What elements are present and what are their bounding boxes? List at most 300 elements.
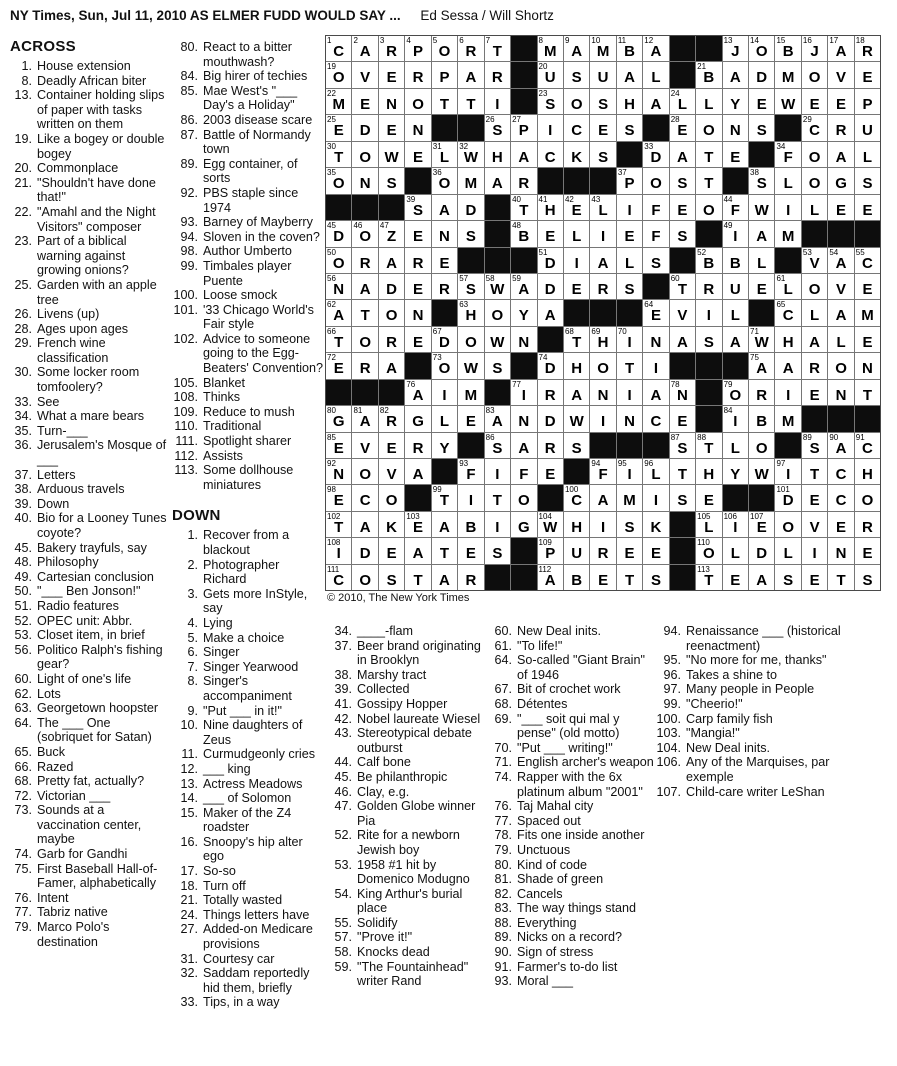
cell-number: 75 [750, 353, 759, 363]
clue-text: Sign of stress [517, 945, 594, 960]
cell-number: 82 [379, 406, 389, 416]
cell-letter: T [466, 95, 476, 113]
cell-letter: R [518, 175, 530, 193]
clue-number: 67. [494, 682, 512, 697]
cell-r13c11 [590, 353, 615, 378]
cell-r8c2 [352, 221, 377, 246]
cell-letter: S [756, 122, 767, 140]
cell-r16c3 [379, 433, 404, 458]
cell-number: 12 [644, 36, 654, 45]
black-cell [696, 353, 721, 378]
clue-text: Assists [203, 448, 243, 463]
clue-number: 31. [180, 951, 198, 966]
cell-r17c9 [538, 459, 563, 484]
cell-letter: V [809, 254, 820, 272]
cell-letter: S [413, 201, 424, 219]
clue-text: Clay, e.g. [357, 784, 410, 799]
cell-r15c4 [405, 406, 430, 431]
cell-letter: F [598, 466, 608, 483]
cell-letter: E [571, 201, 582, 219]
cell-letter: M [623, 492, 636, 510]
cell-letter: I [548, 122, 553, 140]
clue-across-53 [10, 628, 168, 643]
cell-r11c2 [352, 300, 377, 325]
cell-r21c10 [564, 565, 589, 590]
cell-number: 97 [776, 459, 786, 468]
clue-number: 76. [494, 799, 512, 814]
cell-letter: K [650, 518, 662, 536]
cell-letter: E [333, 122, 344, 140]
clue-number: 34. [334, 624, 352, 638]
cell-r4c11 [590, 115, 615, 140]
black-cell [590, 433, 615, 458]
cell-r21c12 [617, 565, 642, 590]
clue-text: "The Fountainhead" writer Rand [357, 959, 469, 989]
across-clues-80-113 [172, 40, 326, 492]
cell-r15c2 [352, 406, 377, 431]
cell-r8c5 [432, 221, 457, 246]
cell-letter: D [439, 333, 450, 351]
clue-number: 9. [187, 703, 198, 718]
cell-number: 79 [723, 379, 733, 389]
cell-r1c18 [775, 36, 800, 61]
cell-r2c10 [564, 62, 589, 87]
black-cell [511, 353, 536, 378]
cell-letter: R [544, 439, 556, 457]
down-header: DOWN [172, 507, 221, 525]
black-cell [511, 62, 536, 87]
cell-number: 67 [432, 326, 442, 336]
cell-number: 85 [327, 432, 336, 442]
black-cell [670, 565, 695, 590]
cell-letter: D [333, 228, 345, 246]
cell-r19c16 [723, 512, 748, 537]
cell-letter: I [495, 95, 500, 113]
cell-r15c6 [458, 406, 483, 431]
clue-number: 18. [180, 878, 198, 893]
clue-text: Sloven in the coven? [203, 229, 320, 244]
cell-letter: D [782, 492, 794, 510]
cell-letter: E [650, 307, 661, 325]
cell-number: 87 [670, 432, 680, 442]
cell-r10c19 [802, 274, 827, 299]
clue-text: Recover from a blackout [203, 528, 290, 557]
cell-letter: N [597, 386, 609, 404]
cell-letter: W [754, 333, 769, 351]
cell-r17c21 [855, 459, 880, 484]
clue-text: ___ king [203, 761, 251, 776]
clue-text: 1958 #1 hit by Domenico Modugno [357, 857, 470, 887]
cell-r21c13 [643, 565, 668, 590]
cell-letter: R [412, 254, 424, 272]
cell-r2c7 [485, 62, 510, 87]
cell-letter: P [439, 69, 450, 87]
cell-r12c4 [405, 327, 430, 352]
black-cell [405, 168, 430, 193]
cell-r13c19 [802, 353, 827, 378]
cell-r9c20 [828, 248, 853, 273]
cell-letter: R [809, 360, 821, 378]
cell-letter: O [359, 228, 371, 246]
cell-r14c10 [564, 380, 589, 405]
cell-letter: E [333, 492, 344, 510]
cell-number: 32 [459, 141, 469, 151]
cell-r20c9 [538, 538, 563, 563]
cell-r20c16 [723, 538, 748, 563]
clue-across-66 [10, 760, 168, 775]
clue-across-102 [172, 332, 326, 376]
cell-letter: I [786, 201, 791, 219]
clue-across-39 [10, 497, 168, 512]
clue-down-55 [330, 916, 488, 931]
cell-r11c13 [643, 300, 668, 325]
cell-letter: I [574, 254, 579, 272]
cell-letter: L [862, 148, 873, 166]
cell-r13c3 [379, 353, 404, 378]
cell-r16c9 [538, 433, 563, 458]
cell-number: 58 [485, 273, 495, 283]
cell-r20c19 [802, 538, 827, 563]
page-title [10, 8, 554, 23]
clue-number: 83. [494, 901, 512, 916]
clue-across-50 [10, 584, 168, 599]
clue-number: 38. [334, 667, 352, 682]
cell-letter: E [465, 545, 476, 563]
clue-down-80 [490, 858, 654, 873]
cell-r21c15 [696, 565, 721, 590]
clue-text: Singer's accompaniment [203, 674, 292, 703]
clue-number: 17. [180, 864, 198, 879]
cell-letter: I [733, 413, 738, 431]
cell-r7c18 [775, 195, 800, 220]
clue-across-113 [172, 463, 326, 492]
black-cell [352, 380, 377, 405]
clue-number: 84. [180, 69, 198, 84]
clue-across-74 [10, 847, 168, 862]
cell-letter: L [730, 439, 740, 457]
clue-down-37 [330, 639, 488, 668]
clue-text: "Put ___ writing!" [517, 740, 613, 755]
clue-across-33 [10, 395, 168, 410]
cell-number: 38 [750, 168, 759, 178]
cell-number: 9 [564, 36, 570, 45]
cell-letter: F [466, 466, 476, 483]
cell-number: 80 [327, 406, 336, 416]
clue-text: 2003 disease scare [203, 112, 313, 127]
cell-r10c15 [696, 274, 721, 299]
cell-number: 98 [327, 485, 336, 495]
black-cell [590, 168, 615, 193]
cell-letter: E [545, 466, 556, 483]
clue-text: Stereotypical debate outburst [357, 726, 472, 755]
cell-r9c13 [643, 248, 668, 273]
cell-letter: T [334, 333, 344, 351]
cell-letter: I [786, 386, 791, 404]
cell-letter: O [808, 175, 821, 193]
cell-letter: S [571, 439, 582, 457]
cell-letter: A [597, 254, 609, 272]
black-cell [511, 248, 536, 273]
clue-number: 29. [14, 336, 32, 351]
cell-r10c3 [379, 274, 404, 299]
cell-letter: T [677, 466, 687, 483]
cell-letter: I [786, 466, 791, 483]
cell-r4c1 [326, 115, 351, 140]
clue-text: Lots [37, 686, 61, 701]
cell-letter: A [809, 333, 821, 351]
clue-down-18 [172, 879, 326, 894]
cell-r12c21 [855, 327, 880, 352]
cell-r5c1 [326, 142, 351, 167]
clue-across-85 [172, 84, 326, 113]
cell-letter: P [624, 175, 635, 193]
clue-text: "Prove it!" [357, 930, 413, 945]
cell-number: 29 [802, 115, 812, 125]
down-clue-column-94-107 [655, 624, 855, 799]
cell-r1c16 [723, 36, 748, 61]
clue-down-52 [330, 828, 488, 857]
cell-number: 111 [327, 564, 340, 574]
cell-r21c2 [352, 565, 377, 590]
cell-letter: W [463, 360, 478, 378]
cell-r19c2 [352, 512, 377, 537]
cell-letter: I [601, 228, 606, 246]
clue-across-48 [10, 555, 168, 570]
cell-r7c20 [828, 195, 853, 220]
clue-down-88 [490, 916, 654, 931]
cell-r14c16 [723, 380, 748, 405]
clue-number: 77. [14, 905, 32, 920]
cell-r17c15 [696, 459, 721, 484]
cell-r13c18 [775, 353, 800, 378]
clue-down-91 [490, 960, 654, 975]
cell-r19c13 [643, 512, 668, 537]
cell-r16c4 [405, 433, 430, 458]
cell-letter: Y [439, 439, 450, 457]
cell-r12c15 [696, 327, 721, 352]
clue-down-94 [655, 624, 855, 653]
cell-letter: I [495, 518, 500, 536]
clue-number: 81. [494, 872, 512, 887]
clue-across-101 [172, 303, 326, 332]
clue-text: Spaced out [517, 813, 581, 828]
cell-r19c20 [828, 512, 853, 537]
black-cell [326, 195, 351, 220]
clue-text: Radio features [37, 598, 119, 613]
clue-number: 74. [494, 769, 512, 784]
cell-r18c21 [855, 485, 880, 510]
clue-text: Totally wasted [203, 893, 283, 908]
cell-r11c7 [485, 300, 510, 325]
down-clues-60-93 [490, 624, 654, 989]
cell-r17c17 [749, 459, 774, 484]
cell-letter: L [624, 254, 635, 272]
cell-letter: F [783, 148, 793, 166]
clue-number: 66. [14, 759, 32, 774]
cell-letter: B [703, 69, 715, 87]
cell-letter: L [651, 69, 661, 87]
cell-letter: V [360, 69, 371, 87]
cell-r19c7 [485, 512, 510, 537]
cell-r5c20 [828, 142, 853, 167]
cell-r20c11 [590, 538, 615, 563]
clue-number: 105. [173, 375, 198, 390]
cell-r2c15 [696, 62, 721, 87]
cell-r9c12 [617, 248, 642, 273]
cell-letter: L [704, 518, 714, 536]
cell-number: 74 [538, 353, 548, 363]
black-cell [855, 221, 880, 246]
cell-number: 88 [697, 432, 707, 442]
cell-number: 56 [327, 273, 336, 283]
cell-r16c19 [802, 433, 827, 458]
cell-r16c17 [749, 433, 774, 458]
clue-down-10 [172, 718, 326, 747]
cell-letter: S [862, 571, 873, 589]
cell-letter: U [597, 69, 609, 87]
cell-r5c4 [405, 142, 430, 167]
cell-letter: W [543, 518, 558, 536]
puzzle-byline: Ed Sessa / Will Shortz [420, 8, 554, 23]
clue-down-64 [490, 653, 654, 682]
cell-r1c19 [802, 36, 827, 61]
cell-r5c14 [670, 142, 695, 167]
cell-letter: N [835, 545, 847, 563]
clue-down-4 [172, 616, 326, 631]
cell-letter: E [836, 518, 847, 536]
cell-letter: A [518, 148, 530, 166]
clue-across-62 [10, 687, 168, 702]
cell-r18c18 [775, 485, 800, 510]
clue-text: Garb for Gandhi [37, 847, 128, 862]
cell-letter: V [360, 439, 371, 457]
clue-text: First Baseball Hall-of-Famer, alphabetically [37, 861, 158, 891]
cell-number: 36 [432, 168, 442, 178]
cell-letter: E [360, 95, 371, 113]
clue-text: Rite for a newborn Jewish boy [357, 828, 460, 857]
black-cell [828, 406, 853, 431]
cell-number: 102 [327, 511, 341, 521]
clue-number: 3. [187, 586, 198, 601]
cell-number: 22 [327, 88, 336, 98]
clue-number: 44. [334, 755, 352, 770]
cell-number: 100 [564, 485, 579, 495]
cell-letter: E [650, 545, 661, 563]
clue-number: 16. [180, 834, 198, 849]
cell-letter: A [491, 413, 503, 431]
cell-number: 107 [750, 511, 764, 521]
cell-letter: I [336, 545, 341, 563]
cell-r15c9 [538, 406, 563, 431]
cell-number: 66 [327, 326, 336, 336]
cell-r10c20 [828, 274, 853, 299]
cell-letter: E [386, 439, 397, 457]
cell-letter: F [519, 466, 529, 483]
black-cell [617, 433, 642, 458]
cell-r15c18 [775, 406, 800, 431]
cell-r6c15 [696, 168, 721, 193]
cell-number: 25 [327, 115, 336, 125]
cell-r17c6 [458, 459, 483, 484]
cell-number: 70 [617, 326, 627, 336]
clue-number: 80. [180, 40, 198, 54]
black-cell [379, 380, 404, 405]
cell-letter: E [730, 148, 741, 166]
clue-text: Jerusalem's Mosque of ___ [37, 438, 167, 468]
cell-number: 51 [538, 247, 548, 257]
clue-number: 49. [14, 569, 32, 584]
cell-r6c12 [617, 168, 642, 193]
cell-r13c1 [326, 353, 351, 378]
cell-letter: A [412, 386, 424, 404]
cell-r2c1 [326, 62, 351, 87]
clue-text: Bakery trayfuls, say [37, 540, 147, 555]
cell-r11c18 [775, 300, 800, 325]
cell-letter: E [862, 69, 873, 87]
cell-r14c11 [590, 380, 615, 405]
cell-letter: S [492, 360, 503, 378]
cell-r1c3 [379, 36, 404, 61]
clue-across-100 [172, 288, 326, 303]
cell-letter: L [836, 333, 846, 351]
cell-r18c2 [352, 485, 377, 510]
clue-number: 69. [494, 711, 512, 726]
cell-r17c2 [352, 459, 377, 484]
clue-down-106 [655, 755, 855, 784]
cell-letter: O [570, 95, 583, 113]
black-cell [670, 538, 695, 563]
cell-r3c5 [432, 89, 457, 114]
cell-letter: T [439, 95, 450, 113]
clue-down-67 [490, 682, 654, 697]
cell-r12c7 [485, 327, 510, 352]
cell-letter: A [729, 69, 741, 87]
cell-letter: M [781, 69, 795, 87]
clue-text: "Put ___ in it!" [203, 703, 282, 718]
cell-r19c5 [432, 512, 457, 537]
cell-letter: H [571, 360, 583, 378]
cell-r17c14 [670, 459, 695, 484]
cell-r20c10 [564, 538, 589, 563]
clue-text: "No more for me, thanks" [686, 653, 827, 668]
cell-number: 15 [776, 36, 786, 45]
crossword-grid [325, 35, 881, 591]
clue-text: Kind of code [517, 857, 588, 872]
clue-text: "Cheerio!" [686, 696, 743, 711]
cell-r16c21 [855, 433, 880, 458]
down-clues-1-33 [172, 528, 326, 1010]
clue-number: 62. [14, 686, 32, 701]
cell-r18c5 [432, 485, 457, 510]
cell-r20c13 [643, 538, 668, 563]
cell-letter: O [359, 333, 371, 351]
cell-number: 13 [723, 36, 733, 45]
cell-r19c17 [749, 512, 774, 537]
cell-letter: A [756, 228, 768, 246]
clue-number: 14. [180, 791, 198, 806]
clue-text: "To life!" [517, 638, 563, 653]
clue-down-104 [655, 741, 855, 756]
cell-r15c3 [379, 406, 404, 431]
cell-r4c15 [696, 115, 721, 140]
cell-letter: L [810, 201, 820, 219]
cell-letter: A [835, 439, 847, 457]
clue-text: House extension [37, 59, 131, 73]
cell-r3c12 [617, 89, 642, 114]
clue-text: Spotlight sharer [203, 434, 292, 449]
cell-r2c6 [458, 62, 483, 87]
cell-letter: I [521, 386, 526, 404]
